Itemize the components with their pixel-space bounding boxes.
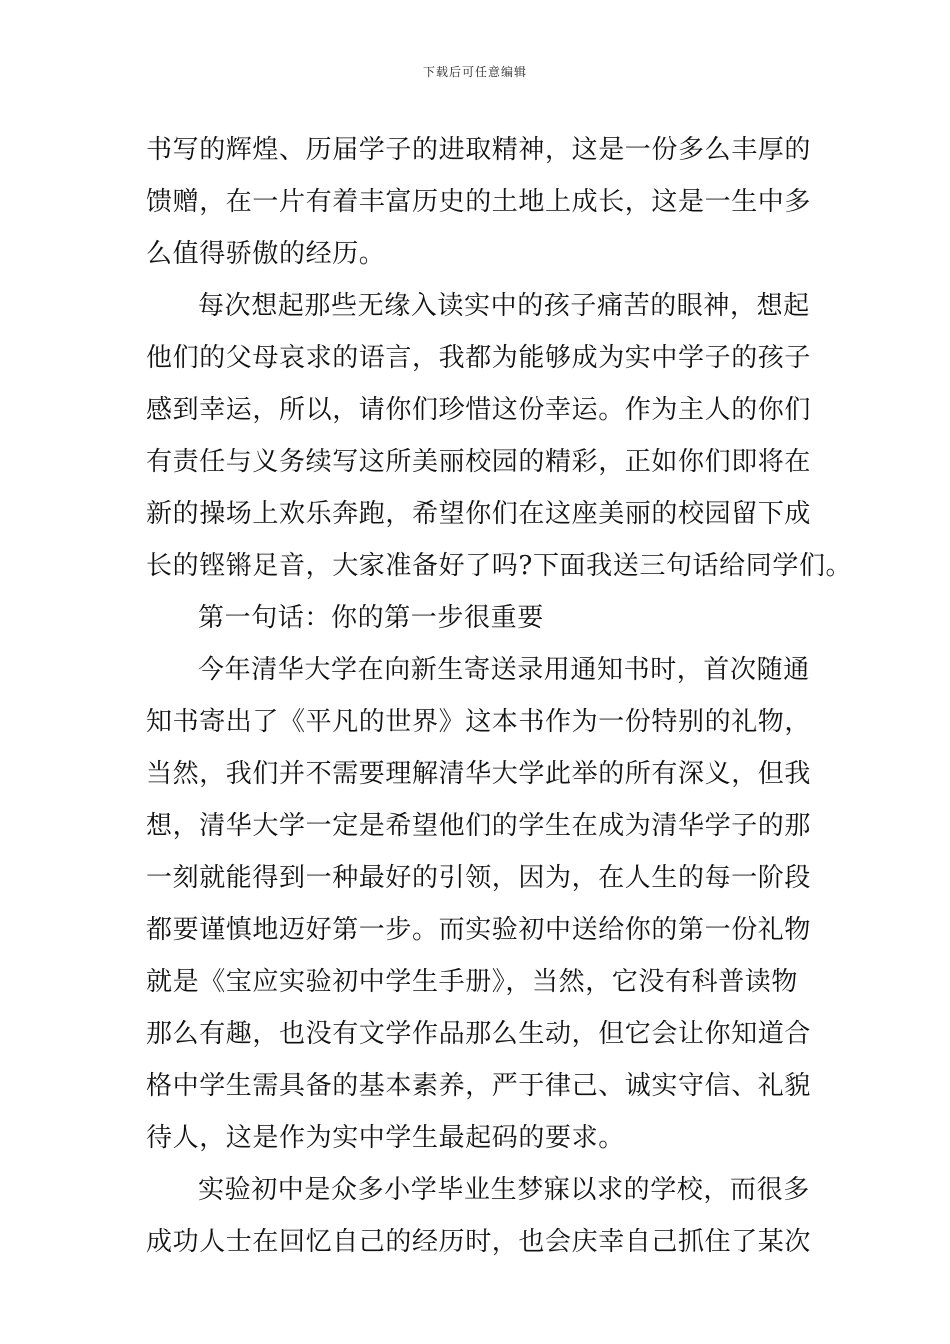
paragraph-first-line: 每次想起那些无缘入读实中的孩子痛苦的眼神，想起 xyxy=(198,291,810,321)
text-line: 新的操场上欢乐奔跑，希望你们在这座美丽的校园留下成 xyxy=(146,499,812,529)
text-line: 都要谨慎地迈好第一步。而实验初中送给你的第一份礼物 xyxy=(146,915,812,945)
text-line: 馈赠，在一片有着丰富历史的土地上成长，这是一生中多 xyxy=(146,187,812,217)
paragraph-first-line: 今年清华大学在向新生寄送录用通知书时，首次随通 xyxy=(198,655,810,685)
text-line: 那么有趣，也没有文学作品那么生动，但它会让你知道合 xyxy=(146,1019,812,1049)
document-body xyxy=(146,124,853,1268)
text-line: 知书寄出了《平凡的世界》这本书作为一份特别的礼物， xyxy=(146,707,812,737)
section-heading: 第一句话：你的第一步很重要 xyxy=(198,603,544,633)
text-line: 么值得骄傲的经历。 xyxy=(146,239,386,269)
text-line: 长的铿锵足音，大家准备好了吗?下面我送三句话给同学们。 xyxy=(146,551,853,581)
text-line: 成功人士在回忆自己的经历时，也会庆幸自己抓住了某次 xyxy=(146,1227,812,1257)
text-line: 当然，我们并不需要理解清华大学此举的所有深义，但我 xyxy=(146,759,812,789)
text-line: 待人，这是作为实中学生最起码的要求。 xyxy=(146,1123,625,1153)
paragraph-first-line: 实验初中是众多小学毕业生梦寐以求的学校，而很多 xyxy=(198,1175,810,1205)
text-line: 格中学生需具备的基本素养，严于律己、诚实守信、礼貌 xyxy=(146,1071,812,1101)
text-line: 他们的父母哀求的语言，我都为能够成为实中学子的孩子 xyxy=(146,343,812,373)
text-line: 有责任与义务续写这所美丽校园的精彩，正如你们即将在 xyxy=(146,447,812,477)
text-line: 想，清华大学一定是希望他们的学生在成为清华学子的那 xyxy=(146,811,812,841)
text-line: 感到幸运，所以，请你们珍惜这份幸运。作为主人的你们 xyxy=(146,395,812,425)
text-line: 书写的辉煌、历届学子的进取精神，这是一份多么丰厚的 xyxy=(146,135,812,165)
text-line: 就是《宝应实验初中学生手册》，当然，它没有科普读物 xyxy=(146,967,799,997)
page-header: 下载后可任意编辑 xyxy=(422,65,527,79)
text-line: 一刻就能得到一种最好的引领，因为，在人生的每一阶段 xyxy=(146,863,812,893)
